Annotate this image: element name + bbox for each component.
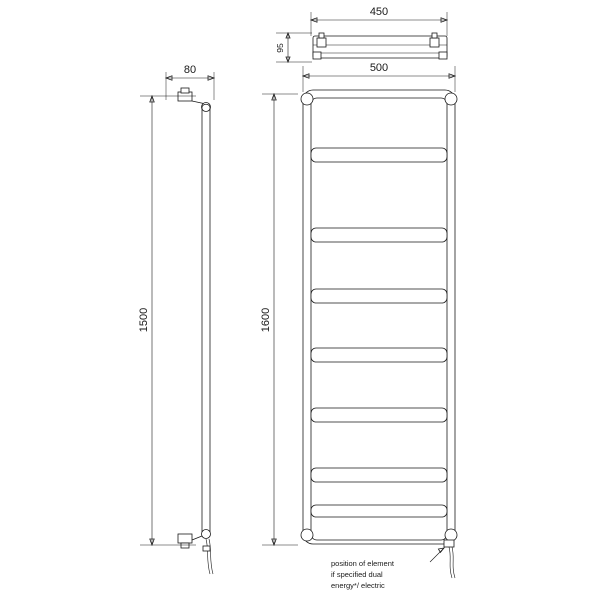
front-bottom-rail-inner — [311, 534, 447, 540]
front-power-cable-2 — [452, 547, 455, 578]
front-rung — [311, 408, 447, 422]
front-elevation — [260, 6, 457, 590]
front-power-cable — [449, 547, 452, 578]
front-top-bracket-left-cap — [319, 33, 324, 38]
side-top-cap — [181, 88, 189, 93]
side-power-cable-2 — [209, 539, 213, 574]
side-power-cable — [206, 539, 210, 574]
front-joint-top-right — [445, 93, 457, 105]
side-elevation — [138, 64, 214, 574]
side-width-label: 80 — [183, 64, 197, 76]
front-rung — [311, 228, 447, 242]
front-top-rail-inner — [311, 98, 447, 104]
side-top-joint — [202, 103, 211, 112]
front-rungs — [311, 148, 447, 517]
front-top-bracket-foot-right — [439, 52, 447, 59]
annotation-line-2: if specified dual — [331, 570, 383, 579]
front-joint-bottom-right — [445, 529, 457, 541]
annotation-line-3: energy*/ electric — [331, 581, 385, 590]
front-top-rail-outer — [303, 90, 455, 100]
side-bottom-cap — [181, 543, 189, 548]
front-450-label: 450 — [369, 6, 389, 18]
front-joint-bottom-left — [301, 529, 313, 541]
annotation-leader-arrow — [438, 548, 444, 552]
front-top-bracket-right-block — [430, 38, 439, 47]
front-element-gland — [444, 540, 454, 547]
front-rung — [311, 505, 447, 517]
side-bottom-connector — [192, 536, 202, 540]
front-500-label: 500 — [369, 62, 389, 74]
front-joint-top-left — [301, 93, 313, 105]
front-rung — [311, 148, 447, 162]
front-95-label: 95 — [275, 43, 285, 53]
side-bottom-bracket — [178, 534, 192, 543]
front-top-bracket-foot-left — [313, 52, 321, 59]
front-rung — [311, 289, 447, 303]
front-top-bracket-left-block — [317, 38, 326, 47]
annotation-line-1: position of element — [331, 559, 394, 568]
side-bottom-joint — [202, 530, 211, 539]
side-height-label: 1500 — [138, 307, 150, 333]
front-rung — [311, 348, 447, 362]
front-top-bracket-right-cap — [432, 33, 437, 38]
front-bottom-rail-outer — [303, 534, 455, 544]
front-rung — [311, 468, 447, 482]
side-cable-gland — [203, 546, 210, 551]
front-top-bracket-bar — [313, 36, 447, 58]
front-1600-label: 1600 — [260, 307, 272, 333]
